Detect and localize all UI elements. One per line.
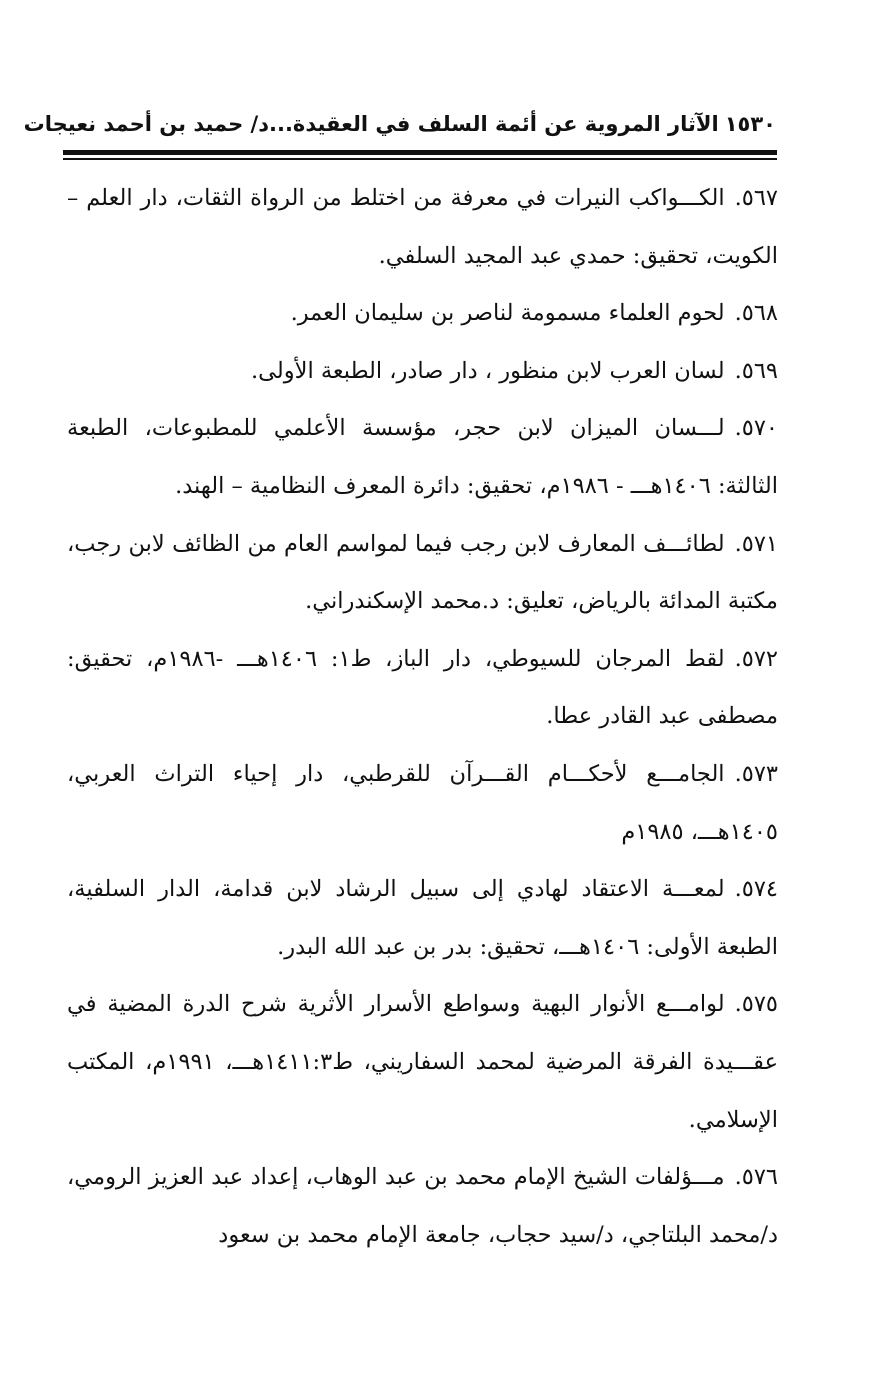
bibliography-entry-574: [67, 861, 778, 976]
entry-number: ٥٧٣.: [734, 760, 778, 787]
entry-number: ٥٧١.: [734, 530, 778, 557]
bibliography-entry-569: [67, 343, 778, 401]
entry-number: ٥٦٩.: [734, 357, 778, 384]
bibliography-entry-567: [67, 170, 778, 285]
entry-text: الجامـــع لأحكـــام القـــرآن للقرطبي، دار إحياء التراث العربي، ١٤٠٥هـــ، ١٩٨٥م: [67, 760, 778, 845]
bibliography-entry-570: [67, 400, 778, 515]
running-header: [23, 104, 776, 144]
bibliography-entry-573: [67, 746, 778, 861]
entry-text: الكـــواكب النيرات في معرفة من اختلط من الرواة الثقات، دار العلم – الكويت، تحقيق: حمدي عبد المجيد السلفي.: [67, 185, 778, 269]
entry-text: لمعـــة الاعتقاد لهادي إلى سبيل الرشاد لابن قدامة، الدار السلفية، الطبعة الأولى: ١٤٠٦هـــ، تحقيق: بدر بن عبد الله البدر.: [67, 876, 778, 960]
entry-text: لوامـــع الأنوار البهية وسواطع الأسرار الأثرية شرح الدرة المضية في عقـــيدة الفرقة المرضية لمحمد السفاريني، ط١٤١١:٣هـــ، ١٩٩١م، المكتب الإسلامي.: [67, 991, 778, 1133]
entry-text: لسان العرب لابن منظور ، دار صادر، الطبعة الأولى.: [251, 357, 725, 384]
entry-number: ٥٧٠.: [734, 415, 778, 442]
entry-text: مـــؤلفات الشيخ الإمام محمد بن عبد الوهاب، إعداد عبد العزيز الرومي، د/محمد البلتاجي، د/سيد حجاب، جامعة الإمام محمد بن سعود: [67, 1164, 778, 1248]
entry-number: ٥٧٢.: [734, 645, 778, 672]
entry-text: لطائـــف المعارف لابن رجب فيما لمواسم العام من الظائف لابن رجب، مكتبة المدائة بالرياض، تعليق: د.محمد الإسكندراني.: [67, 530, 778, 615]
entry-number: ٥٦٧.: [734, 185, 778, 211]
entry-text: لـــسان الميزان لابن حجر، مؤسسة الأعلمي للمطبوعات، الطبعة الثالثة: ١٤٠٦هـــ - ١٩٨٦م، تحقيق: دائرة المعرف النظامية – الهند.: [67, 415, 778, 499]
bibliography-entry-568: [67, 285, 778, 343]
page-number: ١٥٣٠: [724, 112, 776, 136]
bibliography-list: [67, 170, 778, 1264]
entry-number: ٥٧٦.: [734, 1164, 778, 1191]
bibliography-entry-572: [67, 631, 778, 746]
entry-text: لحوم العلماء مسمومة لناصر بن سليمان العمر.: [290, 300, 725, 327]
entry-text: لقط المرجان للسيوطي، دار الباز، ط١: ١٤٠٦هـــ -١٩٨٦م، تحقيق: مصطفى عبد القادر عطا.: [67, 645, 778, 730]
bibliography-entry-571: [67, 516, 778, 631]
entry-number: ٥٧٤.: [734, 876, 778, 903]
entry-number: ٥٦٨.: [734, 300, 778, 327]
running-header-title: الآثار المروية عن أئمة السلف في العقيدة...د/ حميد بن أحمد نعيجات: [23, 112, 719, 136]
header-rule-thin: [63, 158, 777, 160]
bibliography-entry-576: [67, 1149, 778, 1264]
bibliography-entry-575: [67, 976, 778, 1149]
entry-number: ٥٧٥.: [734, 991, 778, 1018]
header-rule-thick: [63, 150, 777, 155]
